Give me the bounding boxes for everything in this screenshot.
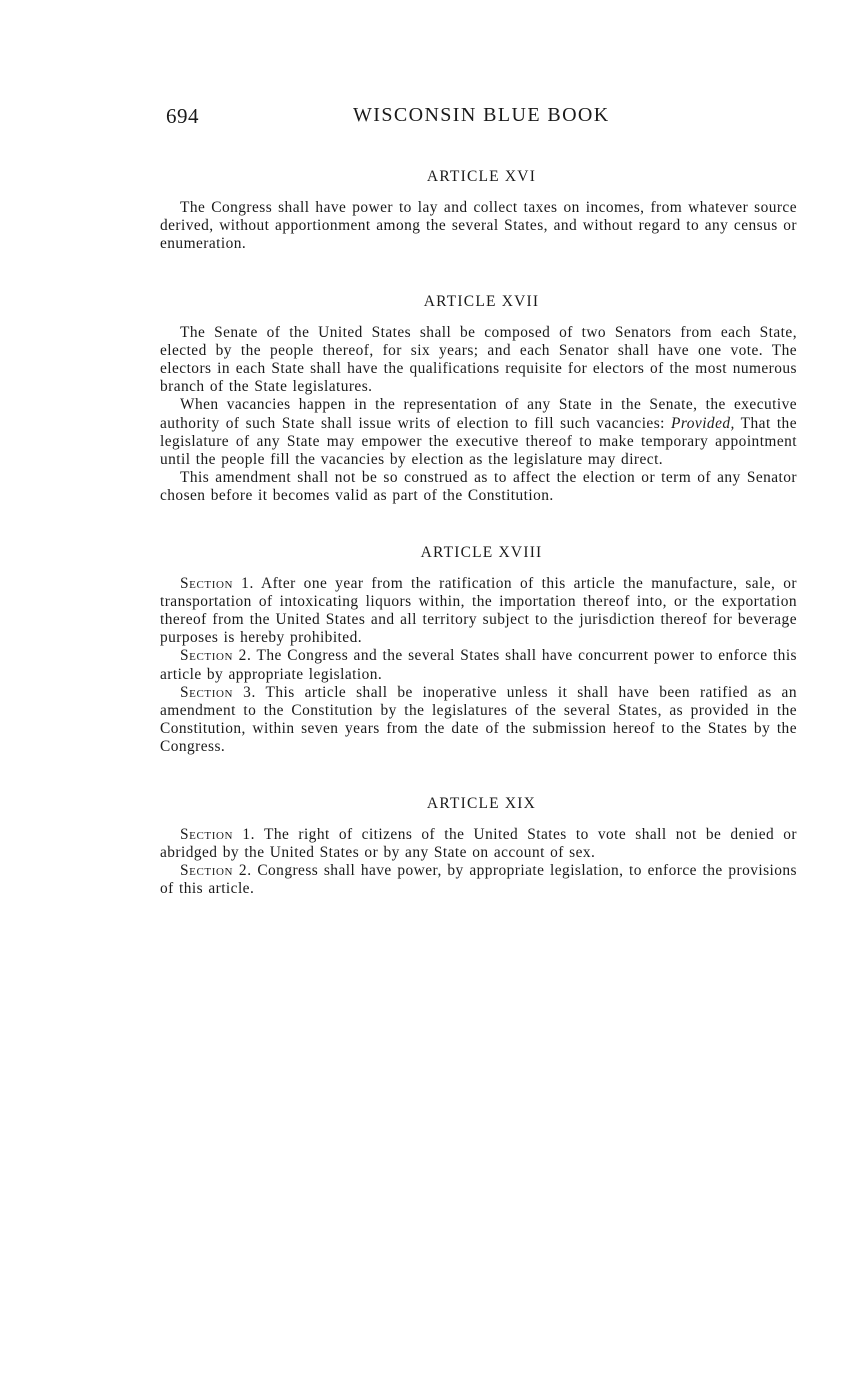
section-label: Section 2.: [180, 647, 252, 665]
article-heading: ARTICLE XVII: [423, 292, 540, 310]
section-paragraph: [160, 647, 797, 683]
section-label: Section 3.: [180, 683, 256, 701]
article-paragraph: [160, 396, 797, 469]
page-number: 694: [166, 104, 199, 128]
section-paragraph: [160, 684, 797, 757]
article-paragraph: The Senate of the United States shall be composed of two Senators from each State, elected by the people thereof, for six years; and each Senator shall have one vote. The electors in each State shall have the qualifications requisite for electors of the most numerous branch of the State legislatures.: [160, 323, 797, 396]
running-header: [160, 100, 797, 132]
document-page: [160, 100, 797, 898]
article-heading: ARTICLE XVIII: [420, 543, 543, 561]
paragraph-text: That the legislature of any State may empower the executive thereof to make temporary appointment until the people fill the vacancies by election as the legislature may direct.: [160, 414, 797, 469]
section-text: The right of citizens of the United States to vote shall not be denied or abridged by the United States or by any State on account of sex.: [160, 825, 797, 861]
section-paragraph: [160, 862, 797, 898]
section-text: After one year from the ratification of this article the manufacture, sale, or transportation of intoxicating liquors within, the importation thereof into, or the exportation thereof from the United States and all territory subject to the jurisdiction thereof for beverage purposes is hereby prohibited.: [160, 574, 798, 647]
section-label: Section 2.: [180, 862, 252, 880]
article-xviii: [160, 544, 797, 757]
article-xvi: [160, 168, 797, 254]
paragraph-text: When vacancies happen in the representation of any State in the Senate, the executive authority of such State shall issue writs of election to fill such vacancies:: [160, 396, 797, 432]
section-label: Section 1.: [180, 574, 254, 592]
article-paragraph: The Congress shall have power to lay and collect taxes on incomes, from whatever source derived, without apportionment among the several States, and without regard to any census or enumeration.: [160, 199, 797, 253]
article-heading: ARTICLE XVI: [426, 168, 537, 185]
section-paragraph: [160, 826, 797, 862]
section-text: This article shall be inoperative unless it shall have been ratified as an amendment to the Constitution by the legislatures of the several States, as provided in the Constitution, within seven years from the date of the submission hereof to the States by the Congress.: [160, 683, 797, 756]
section-label: Section 1.: [180, 825, 256, 843]
article-paragraph: This amendment shall not be so construed as to affect the election or term of any Senator chosen before it becomes valid as part of the Constitution.: [160, 469, 797, 505]
section-text: The Congress and the several States shall have concurrent power to enforce this article by appropriate legislation.: [160, 647, 797, 683]
article-heading: ARTICLE XIX: [426, 794, 537, 812]
article-xvii: [160, 293, 797, 506]
section-paragraph: [160, 575, 797, 648]
article-xix: [160, 795, 797, 899]
proviso-emphasis: Provided,: [671, 414, 735, 432]
book-title: WISCONSIN BLUE BOOK: [353, 104, 610, 126]
section-text: Congress shall have power, by appropriate legislation, to enforce the provisions of this article.: [160, 862, 797, 898]
